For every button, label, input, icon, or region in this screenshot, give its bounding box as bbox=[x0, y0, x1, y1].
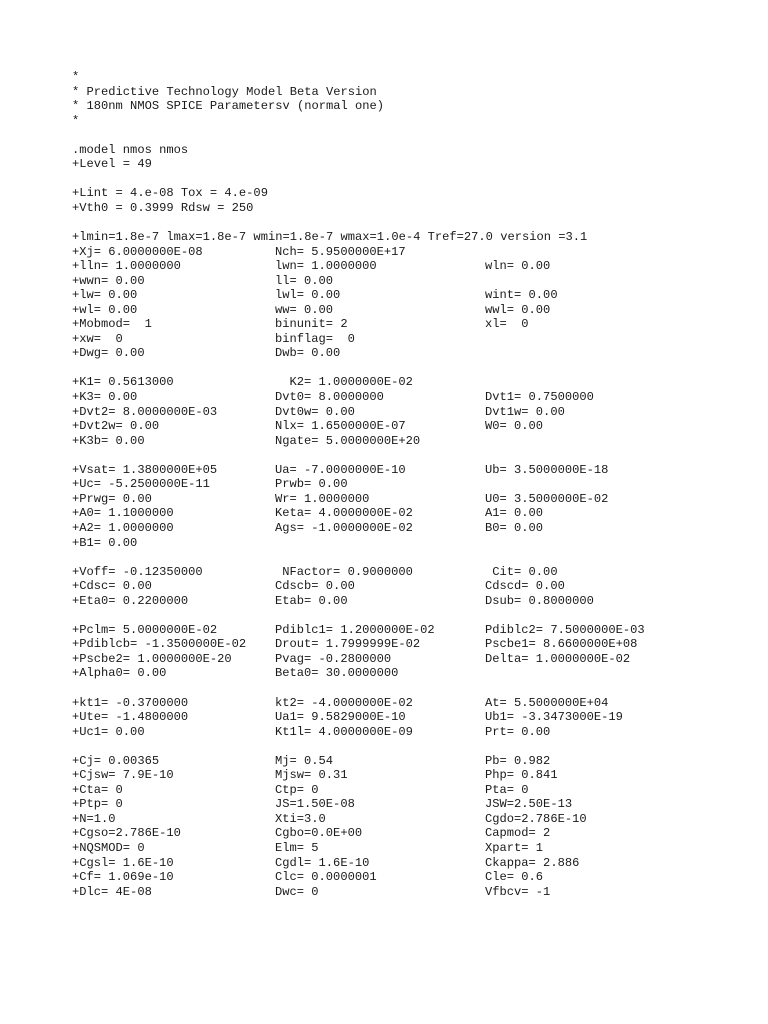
parameter-entry: Cgdl= 1.6E-10 bbox=[275, 855, 370, 870]
parameter-entry: Delta= 1.0000000E-02 bbox=[485, 651, 631, 666]
parameter-entry: Clc= 0.0000001 bbox=[275, 870, 377, 885]
parameter-entry: +Dvt2w= 0.00 bbox=[72, 419, 160, 434]
text-line: * Predictive Technology Model Beta Version bbox=[72, 84, 377, 99]
parameter-entry: +xw= 0 bbox=[72, 331, 123, 346]
parameter-entry: +Cj= 0.00365 bbox=[72, 753, 160, 768]
parameter-block bbox=[72, 186, 752, 215]
parameter-entry: A1= 0.00 bbox=[485, 506, 544, 521]
parameter-row bbox=[72, 536, 752, 551]
parameter-row bbox=[72, 405, 752, 420]
parameter-entry: wint= 0.00 bbox=[485, 288, 558, 303]
parameter-entry: +Eta0= 0.2200000 bbox=[72, 593, 189, 608]
parameter-entry: +Cf= 1.069e-10 bbox=[72, 870, 174, 885]
parameter-row bbox=[72, 506, 752, 521]
parameter-entry: Ub1= -3.3473000E-19 bbox=[485, 710, 623, 725]
parameter-row bbox=[72, 710, 752, 725]
parameter-entry: +Dlc= 4E-08 bbox=[72, 884, 152, 899]
parameter-row bbox=[72, 826, 752, 841]
parameter-entry: Cdscd= 0.00 bbox=[485, 579, 565, 594]
parameter-entry: B0= 0.00 bbox=[485, 520, 544, 535]
parameter-row bbox=[72, 419, 752, 434]
parameter-entry: Php= 0.841 bbox=[485, 768, 558, 783]
parameter-row bbox=[72, 579, 752, 594]
parameter-entry: lwn= 1.0000000 bbox=[275, 259, 377, 274]
parameter-entry: wln= 0.00 bbox=[485, 259, 551, 274]
parameter-entry: +Cta= 0 bbox=[72, 782, 123, 797]
parameter-row bbox=[72, 797, 752, 812]
parameter-entry: +A0= 1.1000000 bbox=[72, 506, 174, 521]
parameter-entry: Kt1l= 4.0000000E-09 bbox=[275, 724, 413, 739]
parameter-row bbox=[72, 885, 752, 900]
parameter-entry: Wr= 1.0000000 bbox=[275, 491, 370, 506]
blank-line bbox=[72, 681, 752, 696]
parameter-entry: At= 5.5000000E+04 bbox=[485, 695, 609, 710]
parameter-row bbox=[72, 346, 752, 361]
parameter-entry: Nch= 5.9500000E+17 bbox=[275, 244, 406, 259]
parameter-entry: Cle= 0.6 bbox=[485, 870, 544, 885]
text-line: +Lint = 4.e-08 Tox = 4.e-09 bbox=[72, 186, 268, 201]
parameter-entry: Xti=3.0 bbox=[275, 811, 326, 826]
parameter-entry: Dsub= 0.8000000 bbox=[485, 593, 594, 608]
parameter-row bbox=[72, 623, 752, 638]
spice-model-listing bbox=[72, 70, 752, 899]
parameter-row bbox=[72, 332, 752, 347]
parameter-entry: kt2= -4.0000000E-02 bbox=[275, 695, 413, 710]
parameter-entry: binflag= 0 bbox=[275, 331, 355, 346]
parameter-entry: +Alpha0= 0.00 bbox=[72, 666, 167, 681]
parameter-entry: +Dwg= 0.00 bbox=[72, 346, 145, 361]
parameter-entry: +Pdiblcb= -1.3500000E-02 bbox=[72, 637, 247, 652]
parameter-entry: Dwb= 0.00 bbox=[275, 346, 341, 361]
parameter-entry: lwl= 0.00 bbox=[275, 288, 341, 303]
parameter-entry: Ngate= 5.0000000E+20 bbox=[275, 433, 421, 448]
parameter-entry: K2= 1.0000000E-02 bbox=[275, 375, 413, 390]
parameter-block bbox=[72, 70, 752, 128]
blank-line bbox=[72, 739, 752, 754]
parameter-entry: +N=1.0 bbox=[72, 811, 116, 826]
parameter-block bbox=[72, 754, 752, 899]
parameter-row bbox=[72, 870, 752, 885]
parameter-row bbox=[72, 652, 752, 667]
parameter-entry: ll= 0.00 bbox=[275, 273, 334, 288]
parameter-entry: +K3= 0.00 bbox=[72, 390, 138, 405]
parameter-entry: Ua= -7.0000000E-10 bbox=[275, 462, 406, 477]
parameter-entry: Dwc= 0 bbox=[275, 884, 319, 899]
parameter-entry: Dvt0w= 0.00 bbox=[275, 404, 355, 419]
parameter-entry: wwl= 0.00 bbox=[485, 302, 551, 317]
parameter-block bbox=[72, 463, 752, 550]
parameter-row bbox=[72, 303, 752, 318]
parameter-entry: Ckappa= 2.886 bbox=[485, 855, 580, 870]
parameter-entry: +Uc1= 0.00 bbox=[72, 724, 145, 739]
parameter-entry: +A2= 1.0000000 bbox=[72, 520, 174, 535]
blank-line bbox=[72, 448, 752, 463]
parameter-entry: Pdiblc2= 7.5000000E-03 bbox=[485, 622, 645, 637]
parameter-entry: Pdiblc1= 1.2000000E-02 bbox=[275, 622, 435, 637]
parameter-entry: +Ptp= 0 bbox=[72, 797, 123, 812]
parameter-entry: Capmod= 2 bbox=[485, 826, 551, 841]
parameter-row bbox=[72, 259, 752, 274]
blank-line bbox=[72, 215, 752, 230]
parameter-entry: JS=1.50E-08 bbox=[275, 797, 355, 812]
parameter-entry: +Vsat= 1.3800000E+05 bbox=[72, 462, 218, 477]
parameter-entry: Dvt0= 8.0000000 bbox=[275, 390, 384, 405]
parameter-entry: +K3b= 0.00 bbox=[72, 433, 145, 448]
parameter-block bbox=[72, 565, 752, 609]
parameter-entry: Pvag= -0.2800000 bbox=[275, 651, 392, 666]
parameter-row bbox=[72, 245, 752, 260]
parameter-entry: Xpart= 1 bbox=[485, 840, 544, 855]
parameter-row bbox=[72, 812, 752, 827]
parameter-row bbox=[72, 725, 752, 740]
parameter-entry: Ctp= 0 bbox=[275, 782, 319, 797]
parameter-row bbox=[72, 637, 752, 652]
blank-line bbox=[72, 550, 752, 565]
parameter-entry: +Cgsl= 1.6E-10 bbox=[72, 855, 174, 870]
parameter-entry: +lw= 0.00 bbox=[72, 288, 138, 303]
parameter-entry: +lln= 1.0000000 bbox=[72, 259, 181, 274]
text-line: .model nmos nmos bbox=[72, 142, 189, 157]
parameter-entry: Keta= 4.0000000E-02 bbox=[275, 506, 413, 521]
parameter-entry: Prwb= 0.00 bbox=[275, 477, 348, 492]
blank-line bbox=[72, 608, 752, 623]
text-line: * 180nm NMOS SPICE Parametersv (normal one) bbox=[72, 99, 385, 114]
parameter-entry: +Cjsw= 7.9E-10 bbox=[72, 768, 174, 783]
parameter-entry: Beta0= 30.0000000 bbox=[275, 666, 399, 681]
parameter-entry: Ua1= 9.5829000E-10 bbox=[275, 710, 406, 725]
parameter-entry: W0= 0.00 bbox=[485, 419, 544, 434]
parameter-row bbox=[72, 594, 752, 609]
text-line: +Level = 49 bbox=[72, 157, 152, 172]
parameter-entry: Vfbcv= -1 bbox=[485, 884, 551, 899]
parameter-row bbox=[72, 375, 752, 390]
parameter-entry: +Pscbe2= 1.0000000E-20 bbox=[72, 651, 232, 666]
parameter-entry: Ags= -1.0000000E-02 bbox=[275, 520, 413, 535]
parameter-row bbox=[72, 390, 752, 405]
parameter-block bbox=[72, 696, 752, 740]
parameter-entry: JSW=2.50E-13 bbox=[485, 797, 573, 812]
parameter-block bbox=[72, 375, 752, 448]
parameter-entry: +wl= 0.00 bbox=[72, 302, 138, 317]
parameter-entry: +K1= 0.5613000 bbox=[72, 375, 174, 390]
parameter-row bbox=[72, 492, 752, 507]
parameter-entry: +Pclm= 5.0000000E-02 bbox=[72, 622, 218, 637]
parameter-entry: +B1= 0.00 bbox=[72, 535, 138, 550]
blank-line bbox=[72, 361, 752, 376]
parameter-row bbox=[72, 856, 752, 871]
parameter-row bbox=[72, 274, 752, 289]
blank-line bbox=[72, 172, 752, 187]
parameter-entry: Mjsw= 0.31 bbox=[275, 768, 348, 783]
parameter-entry: binunit= 2 bbox=[275, 317, 348, 332]
parameter-entry: +NQSMOD= 0 bbox=[72, 840, 145, 855]
parameter-entry: Mj= 0.54 bbox=[275, 753, 334, 768]
parameter-entry: +Prwg= 0.00 bbox=[72, 491, 152, 506]
parameter-entry: +Dvt2= 8.0000000E-03 bbox=[72, 404, 218, 419]
parameter-entry: Cgdo=2.786E-10 bbox=[485, 811, 587, 826]
parameter-row bbox=[72, 696, 752, 711]
parameter-row bbox=[72, 434, 752, 449]
parameter-entry: +Ute= -1.4800000 bbox=[72, 710, 189, 725]
parameter-block bbox=[72, 230, 752, 361]
parameter-row bbox=[72, 754, 752, 769]
parameter-row bbox=[72, 521, 752, 536]
parameter-entry: +Xj= 6.0000000E-08 bbox=[72, 244, 203, 259]
parameter-entry: Cgbo=0.0E+00 bbox=[275, 826, 363, 841]
parameter-entry: xl= 0 bbox=[485, 317, 529, 332]
parameter-entry: Ub= 3.5000000E-18 bbox=[485, 462, 609, 477]
parameter-entry: +Mobmod= 1 bbox=[72, 317, 152, 332]
parameter-row bbox=[72, 288, 752, 303]
parameter-entry: +Cgso=2.786E-10 bbox=[72, 826, 181, 841]
parameter-entry: +Uc= -5.2500000E-11 bbox=[72, 477, 210, 492]
parameter-entry: +Cdsc= 0.00 bbox=[72, 579, 152, 594]
parameter-entry: Dvt1= 0.7500000 bbox=[485, 390, 594, 405]
parameter-row bbox=[72, 477, 752, 492]
parameter-row bbox=[72, 463, 752, 478]
parameter-entry: Dvt1w= 0.00 bbox=[485, 404, 565, 419]
text-line: +lmin=1.8e-7 lmax=1.8e-7 wmin=1.8e-7 wmax=1.0e-4 Tref=27.0 version =3.1 bbox=[72, 230, 588, 245]
parameter-row bbox=[72, 666, 752, 681]
parameter-entry: Cit= 0.00 bbox=[485, 564, 558, 579]
parameter-entry: Elm= 5 bbox=[275, 840, 319, 855]
parameter-row bbox=[72, 768, 752, 783]
parameter-row bbox=[72, 317, 752, 332]
parameter-entry: Pscbe1= 8.6600000E+08 bbox=[485, 637, 638, 652]
parameter-entry: Cdscb= 0.00 bbox=[275, 579, 355, 594]
text-line: * bbox=[72, 113, 80, 128]
parameter-entry: NFactor= 0.9000000 bbox=[275, 564, 413, 579]
parameter-row bbox=[72, 565, 752, 580]
parameter-entry: +Voff= -0.12350000 bbox=[72, 564, 203, 579]
parameter-row bbox=[72, 783, 752, 798]
parameter-entry: Prt= 0.00 bbox=[485, 724, 551, 739]
parameter-block bbox=[72, 623, 752, 681]
parameter-entry: Pb= 0.982 bbox=[485, 753, 551, 768]
parameter-entry: ww= 0.00 bbox=[275, 302, 334, 317]
parameter-entry: Drout= 1.7999999E-02 bbox=[275, 637, 421, 652]
parameter-entry: Etab= 0.00 bbox=[275, 593, 348, 608]
parameter-entry: +kt1= -0.3700000 bbox=[72, 695, 189, 710]
blank-line bbox=[72, 128, 752, 143]
parameter-block bbox=[72, 143, 752, 172]
text-line: * bbox=[72, 70, 80, 84]
parameter-row bbox=[72, 841, 752, 856]
parameter-entry: U0= 3.5000000E-02 bbox=[485, 491, 609, 506]
parameter-entry: +wwn= 0.00 bbox=[72, 273, 145, 288]
text-line: +Vth0 = 0.3999 Rdsw = 250 bbox=[72, 200, 254, 215]
parameter-entry: Nlx= 1.6500000E-07 bbox=[275, 419, 406, 434]
parameter-entry: Pta= 0 bbox=[485, 782, 529, 797]
